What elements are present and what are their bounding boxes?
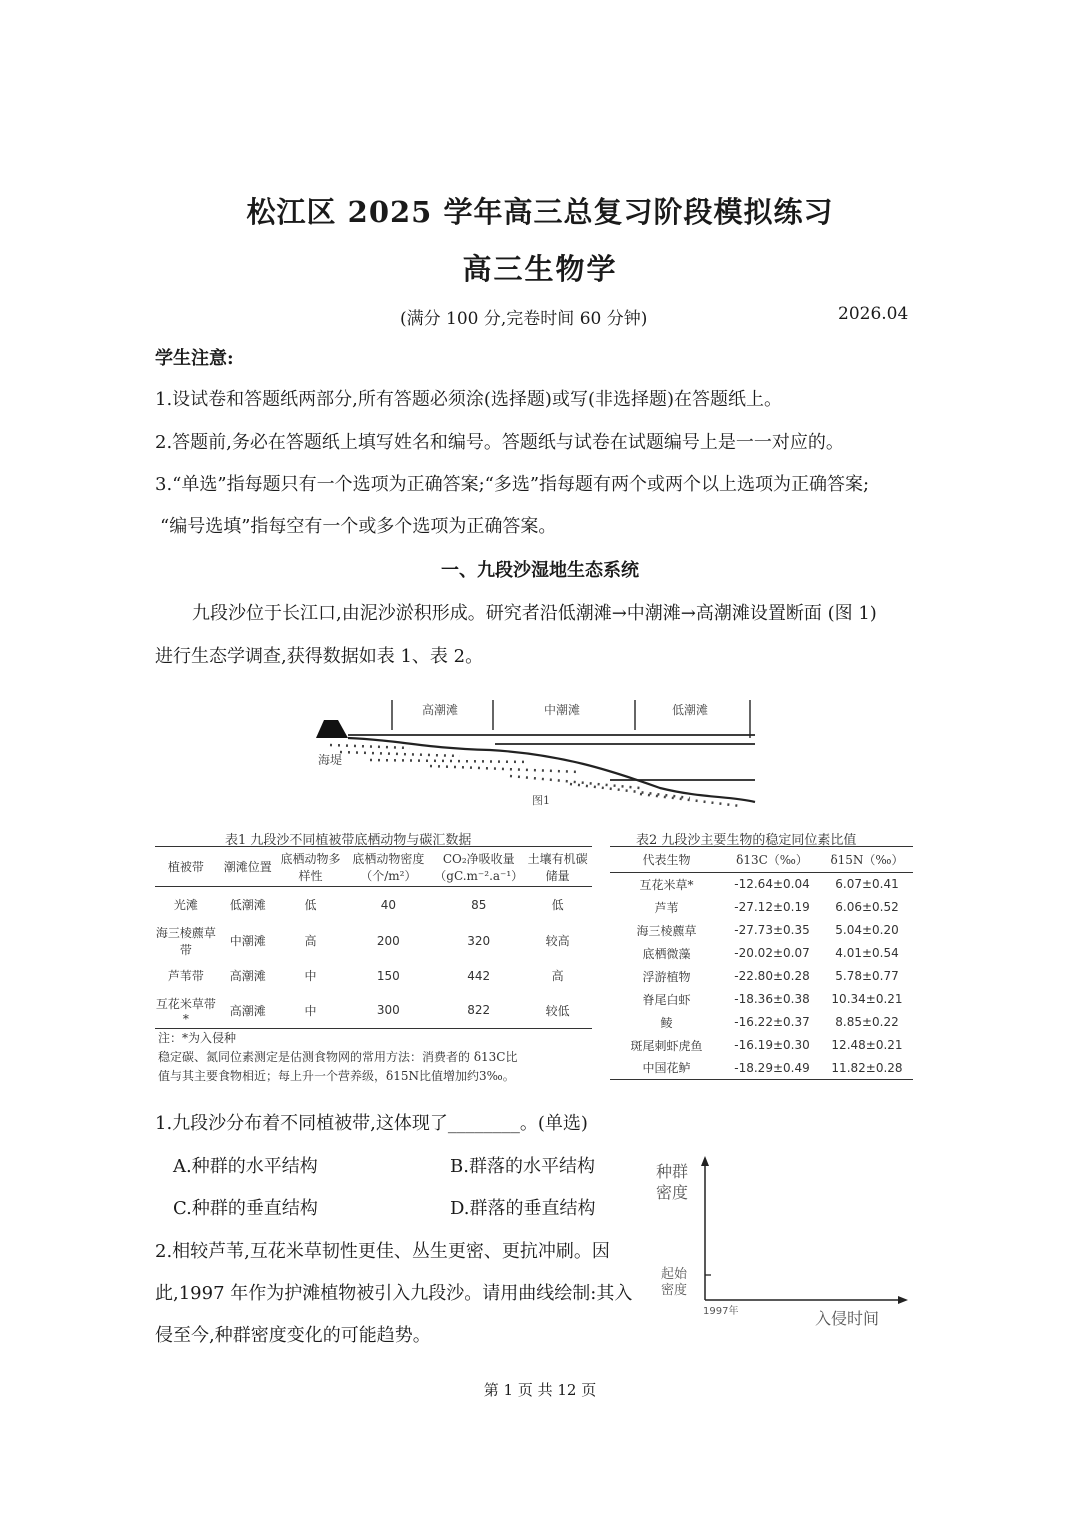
table-cell: 鲮 [660, 1015, 673, 1030]
table2-header: 代表生物 [642, 853, 691, 867]
table-cell: 低潮滩 [229, 898, 266, 913]
table-cell: 6.07±0.41 [835, 877, 899, 892]
table-row [155, 959, 592, 993]
notice-item: 1.设试卷和答题纸两部分,所有答题必须涂(选择题)或写(非选择题)在答题纸上。 [155, 389, 782, 410]
table-cell: 光滩 [173, 898, 198, 913]
y-axis-arrow [701, 1156, 709, 1166]
levee-shape [316, 720, 348, 738]
table-cell: 8.85±0.22 [835, 1015, 899, 1029]
table1-header-row [155, 847, 592, 887]
table-cell: 芦苇带 [167, 969, 204, 983]
table-row [610, 965, 913, 988]
levee-label: 海堤 [318, 753, 343, 767]
table-cell: 11.82±0.28 [831, 1060, 903, 1075]
x-axis-label: 入侵时间 [815, 1309, 880, 1328]
table-cell: 浮游植物 [642, 969, 691, 984]
table-row [610, 1057, 913, 1080]
table2 [610, 846, 913, 1080]
table2-header-row [610, 847, 913, 873]
table-cell: 高 [551, 969, 564, 983]
y-axis-label: 密度 [656, 1183, 689, 1202]
table-cell: 85 [471, 897, 487, 912]
table-cell: 高 [304, 934, 317, 948]
exam-info: (满分 100 分,完卷时间 60 分钟) [400, 309, 648, 329]
table-cell: 底栖微藻 [642, 946, 691, 961]
option-a: A.种群的水平结构 [173, 1156, 318, 1177]
table-row [610, 1011, 913, 1034]
table-cell: 150 [376, 968, 400, 983]
question2-line: 侵至今,种群密度变化的可能趋势。 [155, 1325, 431, 1346]
table1-note: 稳定碳、氮同位素测定是估测食物网的常用方法：消费者的 δ13C比 [158, 1050, 518, 1064]
table-cell: 低 [551, 898, 564, 913]
table-cell: 中 [304, 1003, 317, 1018]
question1-stem: 1.九段沙分布着不同植被带,这体现了________。(单选) [155, 1113, 588, 1134]
table-cell: 40 [380, 897, 396, 912]
table1 [155, 846, 592, 1029]
table-cell: 互花米草* [639, 877, 694, 892]
table-cell: -16.19±0.30 [734, 1038, 810, 1052]
subject-title: 高三生物学 [462, 252, 618, 286]
table-cell: 200 [376, 933, 400, 948]
table2-header: δ15N（‰） [830, 853, 904, 867]
table-row [610, 919, 913, 942]
notice-item: “编号选填”指每空有一个或多个选项为正确答案。 [160, 516, 557, 537]
notice-item: 2.答题前,务必在答题纸上填写姓名和编号。答题纸与试卷在试题编号上是一一对应的。 [155, 432, 844, 453]
table1-header: 潮滩位置 [223, 860, 272, 874]
table-row [610, 873, 913, 896]
table1-header: 底栖动物多样性 [280, 851, 341, 883]
table-cell: -27.12±0.19 [734, 900, 810, 914]
page-title: 松江区 2025 学年高三总复习阶段模拟练习 [246, 195, 834, 229]
table2-header: δ13C（‰） [736, 853, 808, 867]
table-cell: 6.06±0.52 [835, 900, 899, 914]
table-cell: 高潮滩 [229, 969, 266, 983]
table-cell: 4.01±0.54 [835, 946, 899, 960]
table-row [610, 896, 913, 919]
table-cell: 5.04±0.20 [835, 923, 899, 937]
table-cell: 芦苇 [654, 900, 679, 915]
table-cell: 互花米草带* [155, 996, 216, 1026]
answer-graph-axes [650, 1150, 915, 1335]
table-cell: 中 [304, 969, 317, 983]
zone-label-low: 低潮滩 [671, 703, 709, 717]
table-cell: 822 [467, 1003, 491, 1018]
x-start-label: 1997年 [703, 1306, 739, 1317]
table-row [610, 942, 913, 965]
option-d: D.群落的垂直结构 [450, 1198, 596, 1219]
x-axis-arrow [898, 1296, 908, 1304]
table-cell: -18.36±0.38 [734, 992, 810, 1006]
table1-header: CO₂净吸收量（gC.m⁻².a⁻¹） [434, 851, 524, 883]
figure1-caption: 图1 [532, 794, 550, 807]
table-cell: -12.64±0.04 [734, 877, 810, 892]
table1-header: 底栖动物密度（个/m²） [352, 851, 425, 883]
notice-heading: 学生注意: [155, 348, 234, 369]
table-cell: -22.80±0.28 [734, 969, 810, 983]
table-cell: 中潮滩 [229, 934, 266, 948]
table-row [155, 993, 592, 1029]
table-cell: 5.78±0.77 [835, 969, 899, 983]
start-density-label: 密度 [661, 1283, 688, 1298]
table-cell: -18.29±0.49 [734, 1060, 810, 1075]
table-cell: -20.02±0.07 [734, 946, 810, 960]
table-row [155, 923, 592, 959]
notice-item: 3.“单选”指每题只有一个选项为正确答案;“多选”指每题有两个或两个以上选项为正确答案; [155, 474, 870, 495]
y-axis-label: 种群 [656, 1162, 689, 1181]
table-cell: -16.22±0.37 [734, 1015, 810, 1029]
table-cell: 高潮滩 [229, 1003, 266, 1018]
table-row [610, 1034, 913, 1057]
table-cell: 中国花鲈 [642, 1061, 691, 1076]
table1-note: 注：*为入侵种 [158, 1031, 237, 1045]
table-cell: 300 [376, 1003, 400, 1018]
intro-paragraph: 九段沙位于长江口,由泥沙淤积形成。研究者沿低潮滩→中潮滩→高潮滩设置断面 (图 1) [192, 603, 877, 624]
table-row [155, 887, 592, 923]
table1-caption: 表1 九段沙不同植被带底栖动物与碳汇数据 [225, 833, 472, 848]
section-title: 一、九段沙湿地生态系统 [441, 560, 639, 581]
table-cell: 442 [467, 968, 491, 983]
table1-note: 值与其主要食物相近；每上升一个营养级，δ15N比值增加约3‰。 [158, 1069, 515, 1083]
table-cell: 斑尾刺虾虎鱼 [630, 1038, 703, 1053]
start-density-label: 起始 [661, 1267, 688, 1282]
table1-header: 植被带 [167, 860, 204, 874]
table1-header: 土壤有机碳储量 [527, 851, 588, 883]
zone-label-high: 高潮滩 [421, 703, 459, 717]
table-cell: 海三棱藨草带 [155, 925, 216, 957]
question2-line: 此,1997 年作为护滩植物被引入九段沙。请用曲线绘制:其入 [155, 1283, 633, 1304]
question2-line: 2.相较芦苇,互花米草韧性更佳、丛生更密、更抗冲刷。因 [155, 1241, 610, 1262]
table2-caption: 表2 九段沙主要生物的稳定同位素比值 [636, 833, 857, 848]
table-cell: 脊尾白虾 [642, 992, 691, 1007]
intro-paragraph-cont: 进行生态学调查,获得数据如表 1、表 2。 [155, 646, 484, 667]
table-cell: 10.34±0.21 [831, 992, 903, 1006]
table-cell: 320 [467, 933, 491, 948]
table-cell: 低 [304, 898, 317, 913]
table-cell: -27.73±0.35 [734, 923, 810, 937]
page-footer: 第 1 页 共 12 页 [483, 1381, 597, 1399]
exam-date: 2026.04 [838, 304, 909, 324]
table-cell: 较高 [545, 934, 570, 948]
option-b: B.群落的水平结构 [450, 1156, 595, 1177]
table-cell: 较低 [545, 1003, 570, 1018]
table-row [610, 988, 913, 1011]
table-cell: 12.48±0.21 [831, 1038, 903, 1052]
figure1-profile [310, 690, 770, 815]
option-c: C.种群的垂直结构 [173, 1198, 318, 1219]
table-cell: 海三棱藨草 [636, 923, 697, 938]
zone-label-mid: 中潮滩 [543, 703, 581, 717]
